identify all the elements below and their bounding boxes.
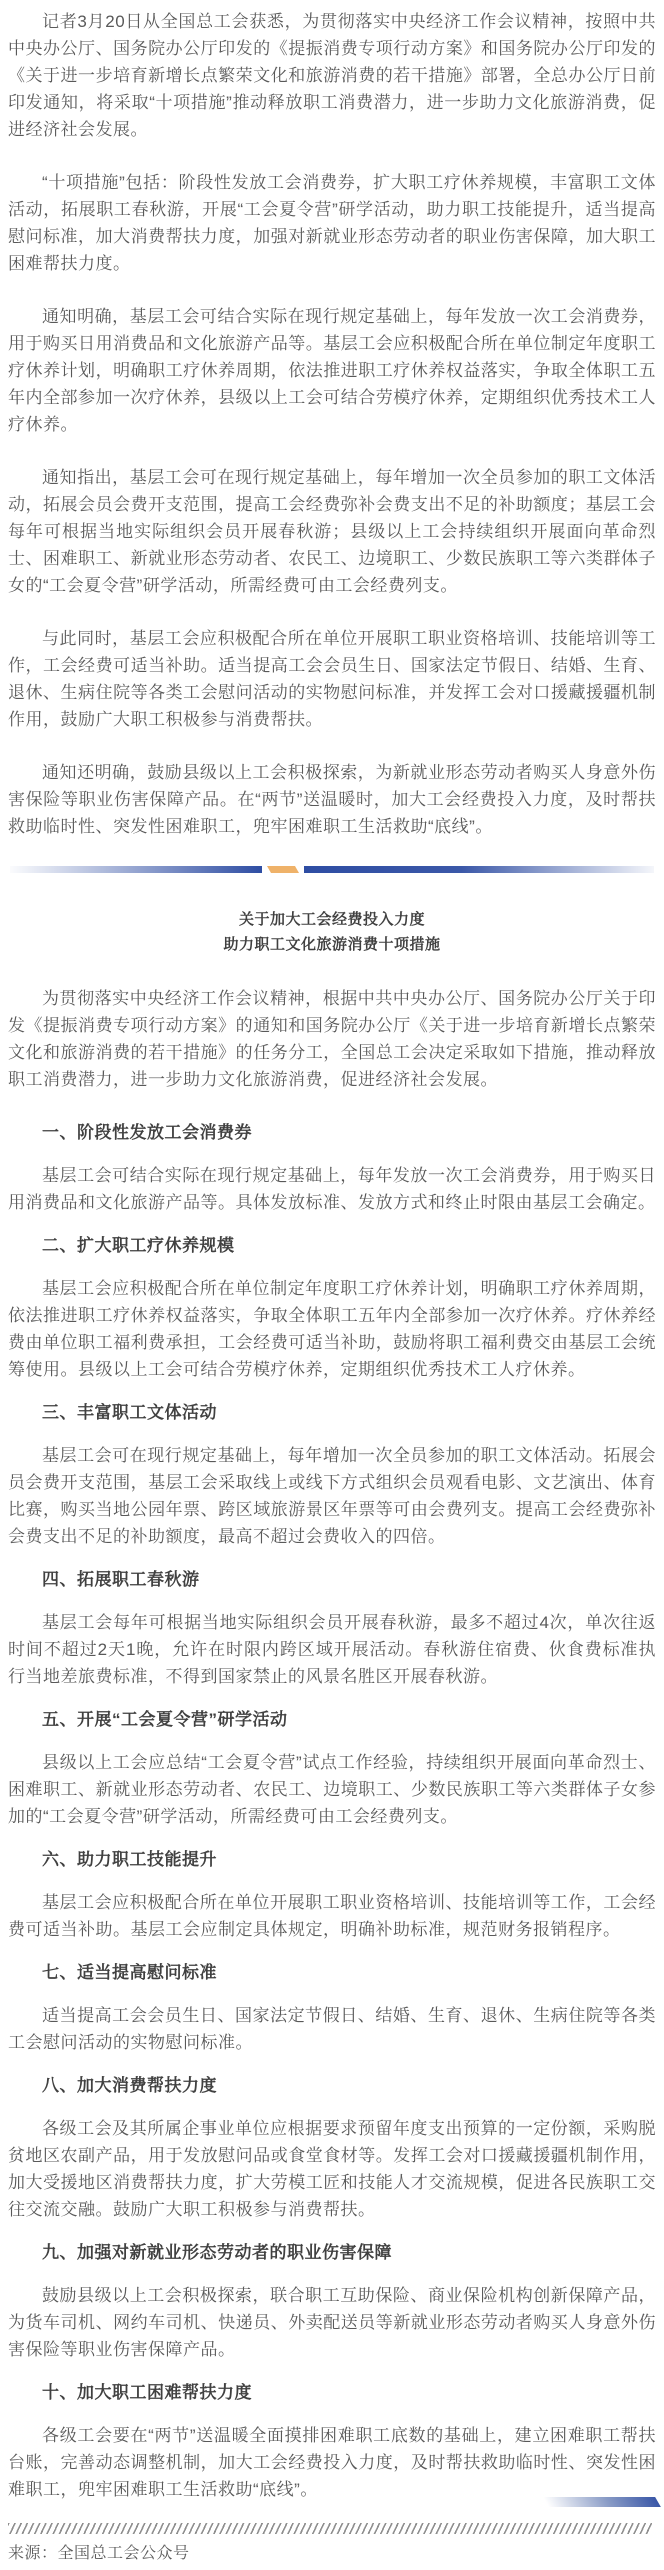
document-title bbox=[8, 907, 656, 957]
intro-paragraph: “十项措施”包括：阶段性发放工会消费券，扩大职工疗休养规模，丰富职工文体活动，拓展职工春秋游，开展“工会夏令营”研学活动，助力职工技能提升，适当提高慰问标准，加大消费帮扶力度，加强对新就业形态劳动者的职业伤害保障，加大职工困难帮扶力度。 bbox=[8, 173, 656, 273]
measure-body: 各级工会及其所属企事业单位应根据要求预留年度支出预算的一定份额，采购脱贫地区农副产品，用于发放慰问品或食堂食材等。发挥工会对口援藏援疆机制作用，加大受援地区消费帮扶力度，扩大劳模工匠和技能人才交流规模，促进各民族职工交往交流交融。鼓励广大职工积极参与消费帮扶。 bbox=[8, 2119, 656, 2219]
slash-divider bbox=[8, 2523, 652, 2534]
intro-paragraph: 通知指出，基层工会可在现行规定基础上，每年增加一次全员参加的职工文体活动，拓展会员会费开支范围，提高工会经费弥补会费支出不足的补助额度；基层工会每年可根据当地实际组织会员开展春秋游；县级以上工会持续组织开展面向革命烈士、困难职工、新就业形态劳动者、农民工、边境职工、少数民族职工等六类群体子女的“工会夏令营”研学活动，所需经费可由工会经费列支。 bbox=[8, 468, 656, 595]
measure-body: 基层工会应积极配合所在单位开展职工职业资格培训、技能培训等工作，工会经费可适当补助。基层工会应制定具体规定，明确补助标准，规范财务报销程序。 bbox=[8, 1893, 656, 1939]
measure-heading: 八、加大消费帮扶力度 bbox=[42, 2076, 217, 2095]
measure-heading: 五、开展“工会夏令营”研学活动 bbox=[42, 1710, 288, 1729]
document-intro-paragraph: 为贯彻落实中央经济工作会议精神，根据中共中央办公厅、国务院办公厅关于印发《提振消费专项行动方案》的通知和国务院办公厅《关于进一步培育新增长点繁荣文化和旅游消费的若干措施》的任务分工，全国总工会决定采取如下措施，推动释放职工消费潜力，进一步助力文化旅游消费，促进经济社会发展。 bbox=[8, 989, 656, 1089]
measure-heading: 九、加强对新就业形态劳动者的职业伤害保障 bbox=[42, 2243, 392, 2262]
measure-body: 基层工会可在现行规定基础上，每年增加一次全员参加的职工文体活动。拓展会员会费开支范围，基层工会采取线上或线下方式组织会员观看电影、文艺演出、体育比赛，购买当地公园年票、跨区域旅游景区年票等可由会费列支。提高工会经费弥补会费支出不足的补助额度，最高不超过会费收入的四倍。 bbox=[8, 1446, 656, 1546]
measure-body: 各级工会要在“两节”送温暖全面摸排困难职工底数的基础上，建立困难职工帮扶台账，完善动态调整机制，加大工会经费投入力度，及时帮扶救助临时性、突发性困难职工，兜牢困难职工生活救助“底线”。 bbox=[8, 2426, 656, 2499]
measures-list bbox=[8, 1119, 656, 2503]
measure-body: 适当提高工会会员生日、国家法定节假日、结婚、生育、退休、生病住院等各类工会慰问活动的实物慰问标准。 bbox=[8, 2006, 656, 2052]
divider-right-bar bbox=[304, 866, 654, 873]
article-footer bbox=[8, 2497, 664, 2567]
document-title-line2: 助力职工文化旅游消费十项措施 bbox=[223, 936, 441, 953]
intro-paragraph: 通知还明确，鼓励县级以上工会积极探索，为新就业形态劳动者购买人身意外伤害保险等职业伤害保障产品。在“两节”送温暖时，加大工会经费投入力度，及时帮扶救助临时性、突发性困难职工，兜牢困难职工生活救助“底线”。 bbox=[8, 763, 656, 836]
intro-section bbox=[8, 8, 656, 840]
intro-paragraph: 与此同时，基层工会应积极配合所在单位开展职工职业资格培训、技能培训等工作，工会经费可适当补助。适当提高工会会员生日、国家法定节假日、结婚、生育、退休、生病住院等各类工会慰问活动的实物慰问标准，并发挥工会对口援藏援疆机制作用，鼓励广大职工积极参与消费帮扶。 bbox=[8, 629, 656, 729]
divider-orange-accent bbox=[267, 866, 299, 873]
footer-accent-bar bbox=[543, 2497, 661, 2507]
measure-heading: 十、加大职工困难帮扶力度 bbox=[42, 2383, 252, 2402]
measure-body: 县级以上工会应总结“工会夏令营”试点工作经验，持续组织开展面向革命烈士、困难职工、新就业形态劳动者、农民工、边境职工、少数民族职工等六类群体子女参加的“工会夏令营”研学活动，所需经费可由工会经费列支。 bbox=[8, 1753, 656, 1826]
intro-paragraph: 通知明确，基层工会可结合实际在现行规定基础上，每年发放一次工会消费券，用于购买日用消费品和文化旅游产品等。基层工会应积极配合所在单位制定年度职工疗休养计划，明确职工疗休养周期，依法推进职工疗休养权益落实，争取全体职工五年内全部参加一次疗休养，县级以上工会可结合劳模疗休养，定期组织优秀技术工人疗休养。 bbox=[8, 307, 656, 434]
divider-left-bar bbox=[10, 866, 262, 873]
measure-heading: 一、阶段性发放工会消费券 bbox=[42, 1123, 252, 1142]
measure-heading: 六、助力职工技能提升 bbox=[42, 1850, 217, 1869]
source-line: 来源：全国总工会公众号 bbox=[8, 2545, 190, 2562]
measure-body: 基层工会每年可根据当地实际组织会员开展春秋游，最多不超过4次，单次往返时间不超过2天1晚，允许在时限内跨区域开展活动。春秋游住宿费、伙食费标准执行当地差旅费标准，不得到国家禁止的风景名胜区开展春秋游。 bbox=[8, 1613, 656, 1686]
measure-heading: 二、扩大职工疗休养规模 bbox=[42, 1236, 235, 1255]
document-title-line1: 关于加大工会经费投入力度 bbox=[238, 911, 425, 928]
measure-heading: 三、丰富职工文体活动 bbox=[42, 1403, 217, 1422]
section-divider bbox=[10, 866, 654, 873]
intro-paragraph: 记者3月20日从全国总工会获悉，为贯彻落实中央经济工作会议精神，按照中共中央办公厅、国务院办公厅印发的《提振消费专项行动方案》和国务院办公厅印发的《关于进一步培育新增长点繁荣文化和旅游消费的若干措施》部署，全总办公厅日前印发通知，将采取“十项措施”推动释放职工消费潜力，进一步助力文化旅游消费，促进经济社会发展。 bbox=[8, 12, 656, 139]
measure-heading: 四、拓展职工春秋游 bbox=[42, 1570, 200, 1589]
measure-body: 基层工会可结合实际在现行规定基础上，每年发放一次工会消费券，用于购买日用消费品和文化旅游产品等。具体发放标准、发放方式和终止时限由基层工会确定。 bbox=[8, 1166, 656, 1212]
measure-body: 基层工会应积极配合所在单位制定年度职工疗休养计划，明确职工疗休养周期，依法推进职工疗休养权益落实，争取全体职工五年内全部参加一次疗休养。疗休养经费由单位职工福利费承担，工会经费可适当补助，鼓励将职工福利费交由基层工会统筹使用。县级以上工会可结合劳模疗休养，定期组织优秀技术工人疗休养。 bbox=[8, 1279, 656, 1379]
measure-body: 鼓励县级以上工会积极探索，联合职工互助保险、商业保险机构创新保障产品，为货车司机、网约车司机、快递员、外卖配送员等新就业形态劳动者购买人身意外伤害保险等职业伤害保障产品。 bbox=[8, 2286, 656, 2359]
measure-heading: 七、适当提高慰问标准 bbox=[42, 1963, 217, 1982]
